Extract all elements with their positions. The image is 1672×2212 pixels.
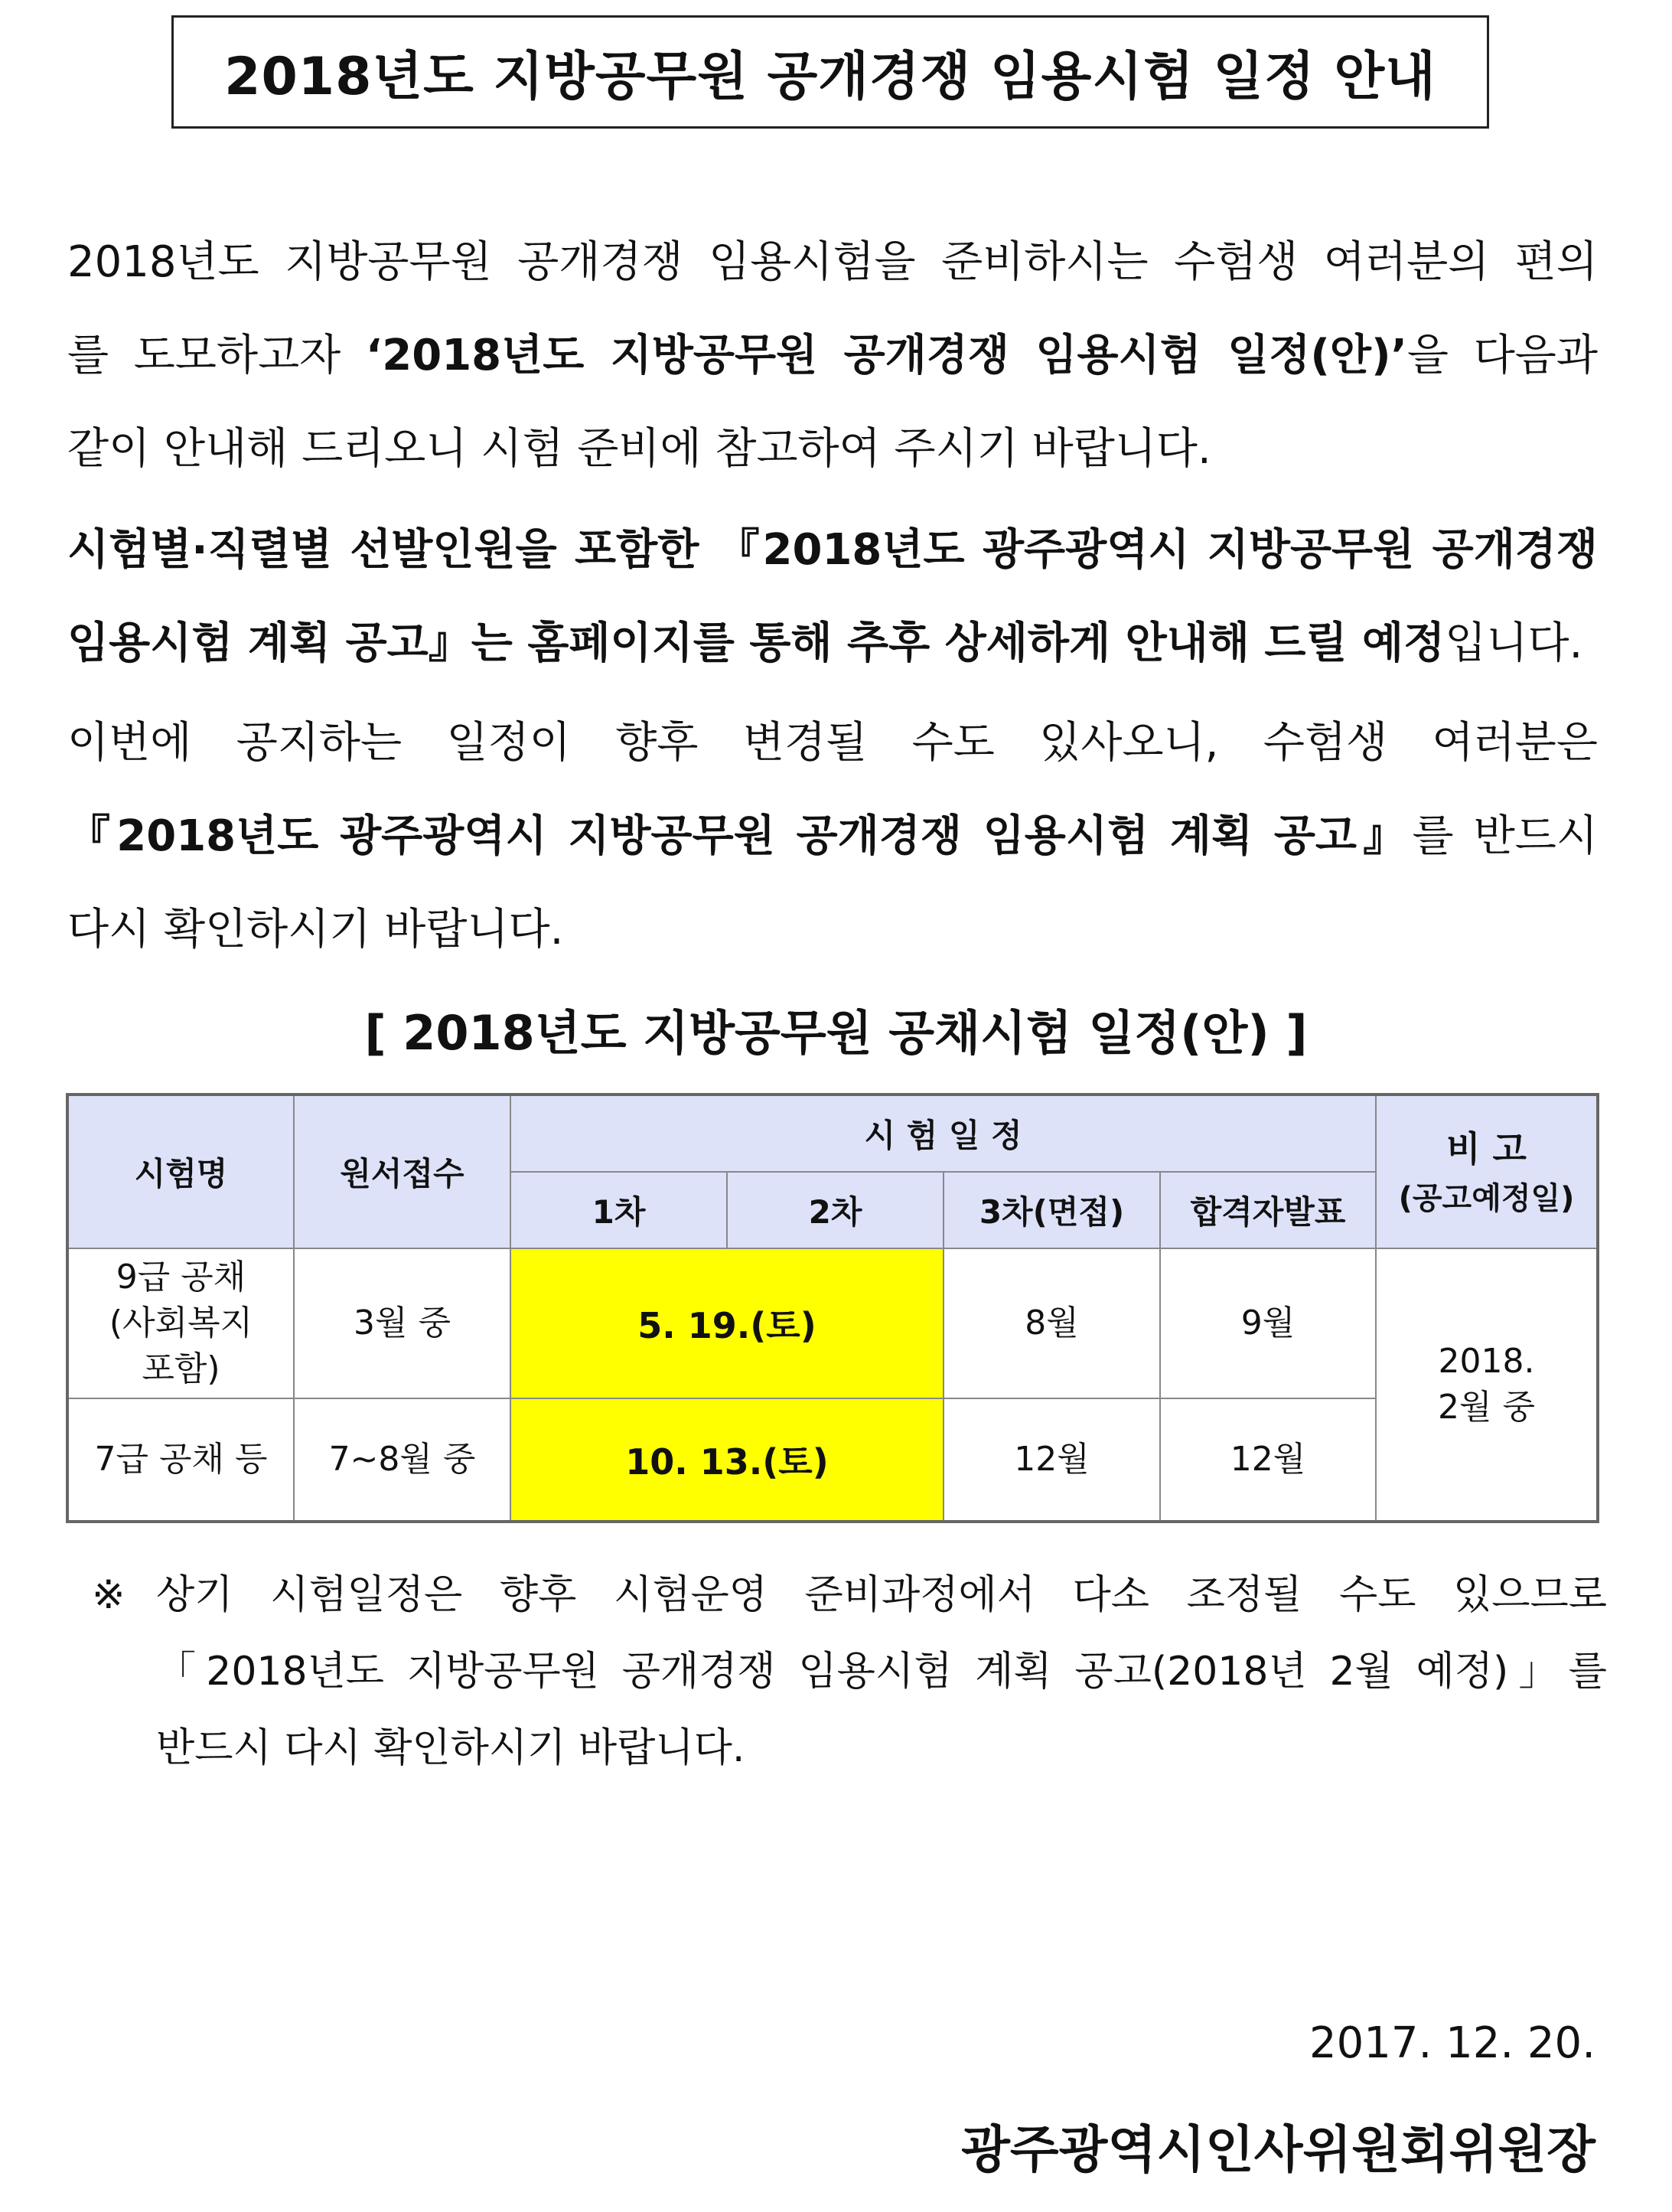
header-first: 1차 bbox=[510, 1172, 727, 1249]
row1-result: 9월 bbox=[1160, 1248, 1376, 1398]
header-remark-sub: (공고예정일) bbox=[1398, 1181, 1575, 1217]
header-remark-label: 비 고 bbox=[1446, 1128, 1527, 1170]
header-third: 3차(면접) bbox=[944, 1172, 1160, 1249]
notice-line-2 bbox=[67, 790, 1598, 883]
row2-third: 12월 bbox=[944, 1398, 1160, 1522]
footnote-line-2 bbox=[92, 1633, 1607, 1710]
intro-line-2 bbox=[67, 309, 1598, 403]
plan-line-2-post: 입니다. bbox=[1445, 618, 1583, 668]
intro-paragraph bbox=[67, 216, 1598, 496]
row1-name-line1: 9급 공채 bbox=[116, 1258, 246, 1297]
intro-line-2-pre: 를 도모하고자 bbox=[67, 331, 366, 380]
footnote-line-2-text: 「2018년도 지방공무원 공개경쟁 임용시험 계획 공고(2018년 2월 예정)」를 bbox=[156, 1649, 1607, 1695]
header-schedule: 시 험 일 정 bbox=[510, 1095, 1376, 1172]
intro-line-3: 같이 안내해 드리오니 시험 준비에 참고하여 주시기 바랍니다. bbox=[67, 424, 1211, 474]
header-remark bbox=[1376, 1095, 1598, 1248]
intro-line-2-post: 을 다음과 bbox=[1406, 331, 1598, 380]
schedule-table bbox=[66, 1093, 1599, 1523]
remark-line2: 2월 중 bbox=[1438, 1388, 1536, 1427]
row1-third: 8월 bbox=[944, 1248, 1160, 1398]
footnote-line-1 bbox=[92, 1557, 1607, 1633]
row2-result: 12월 bbox=[1160, 1398, 1376, 1522]
row2-receipt: 7~8월 중 bbox=[294, 1398, 510, 1522]
remark-cell bbox=[1376, 1248, 1598, 1522]
row1-name-line3: 포함) bbox=[142, 1349, 220, 1389]
signature: 광주광역시인사위원회위원장 bbox=[961, 2120, 1595, 2179]
row2-exam-name: 7급 공채 등 bbox=[67, 1398, 294, 1522]
plan-line-1 bbox=[67, 504, 1598, 597]
table-row bbox=[67, 1398, 1598, 1522]
footnote bbox=[92, 1557, 1607, 1786]
notice-line-2-bold: 『2018년도 광주광역시 지방공무원 공개경쟁 임용시험 계획 공고』 bbox=[67, 811, 1413, 861]
document-date: 2017. 12. 20. bbox=[1309, 2018, 1595, 2068]
intro-line-1: 2018년도 지방공무원 공개경쟁 임용시험을 준비하시는 수험생 여러분의 편의 bbox=[67, 237, 1598, 287]
table-row bbox=[67, 1248, 1598, 1398]
schedule-table-title: [ 2018년도 지방공무원 공채시험 일정(안) ] bbox=[364, 1005, 1308, 1061]
notice-paragraph bbox=[67, 697, 1598, 977]
row1-exam-name bbox=[67, 1248, 294, 1398]
notice-line-1: 이번에 공지하는 일정이 향후 변경될 수도 있사오니, 수험생 여러분은 bbox=[67, 718, 1598, 768]
footnote-line-1-text: 상기 시험일정은 향후 시험운영 준비과정에서 다소 조정될 수도 있으므로 bbox=[156, 1572, 1607, 1618]
footnote-line-3 bbox=[92, 1710, 1607, 1786]
header-result: 합격자발표 bbox=[1160, 1172, 1376, 1249]
reference-mark: ※ bbox=[92, 1572, 125, 1618]
header-exam-name: 시험명 bbox=[67, 1095, 294, 1248]
header-receipt: 원서접수 bbox=[294, 1095, 510, 1248]
remark-line1: 2018. bbox=[1438, 1342, 1535, 1382]
plan-line-2 bbox=[67, 597, 1598, 690]
intro-line-2-bold: ‘2018년도 지방공무원 공개경쟁 임용시험 일정(안)’ bbox=[365, 331, 1407, 380]
plan-line-2-bold: 임용시험 계획 공고』는 홈페이지를 통해 추후 상세하게 안내해 드릴 예정 bbox=[67, 618, 1445, 668]
document-title: 2018년도 지방공무원 공개경쟁 임용시험 일정 안내 bbox=[224, 46, 1436, 107]
plan-paragraph bbox=[67, 504, 1598, 690]
document-title-box bbox=[171, 15, 1489, 129]
notice-line-2-post: 를 반드시 bbox=[1412, 811, 1598, 861]
row1-exam-date: 5. 19.(토) bbox=[510, 1248, 944, 1398]
row2-exam-date: 10. 13.(토) bbox=[510, 1398, 944, 1522]
plan-line-1-bold: 시험별·직렬별 선발인원을 포함한 『2018년도 광주광역시 지방공무원 공개경쟁 bbox=[67, 525, 1598, 575]
header-second: 2차 bbox=[727, 1172, 944, 1249]
notice-line-3: 다시 확인하시기 바랍니다. bbox=[67, 905, 564, 954]
row1-name-line2: (사회복지 bbox=[109, 1303, 253, 1343]
row1-receipt: 3월 중 bbox=[294, 1248, 510, 1398]
footnote-line-3-text: 반드시 다시 확인하시기 바랍니다. bbox=[156, 1725, 745, 1771]
